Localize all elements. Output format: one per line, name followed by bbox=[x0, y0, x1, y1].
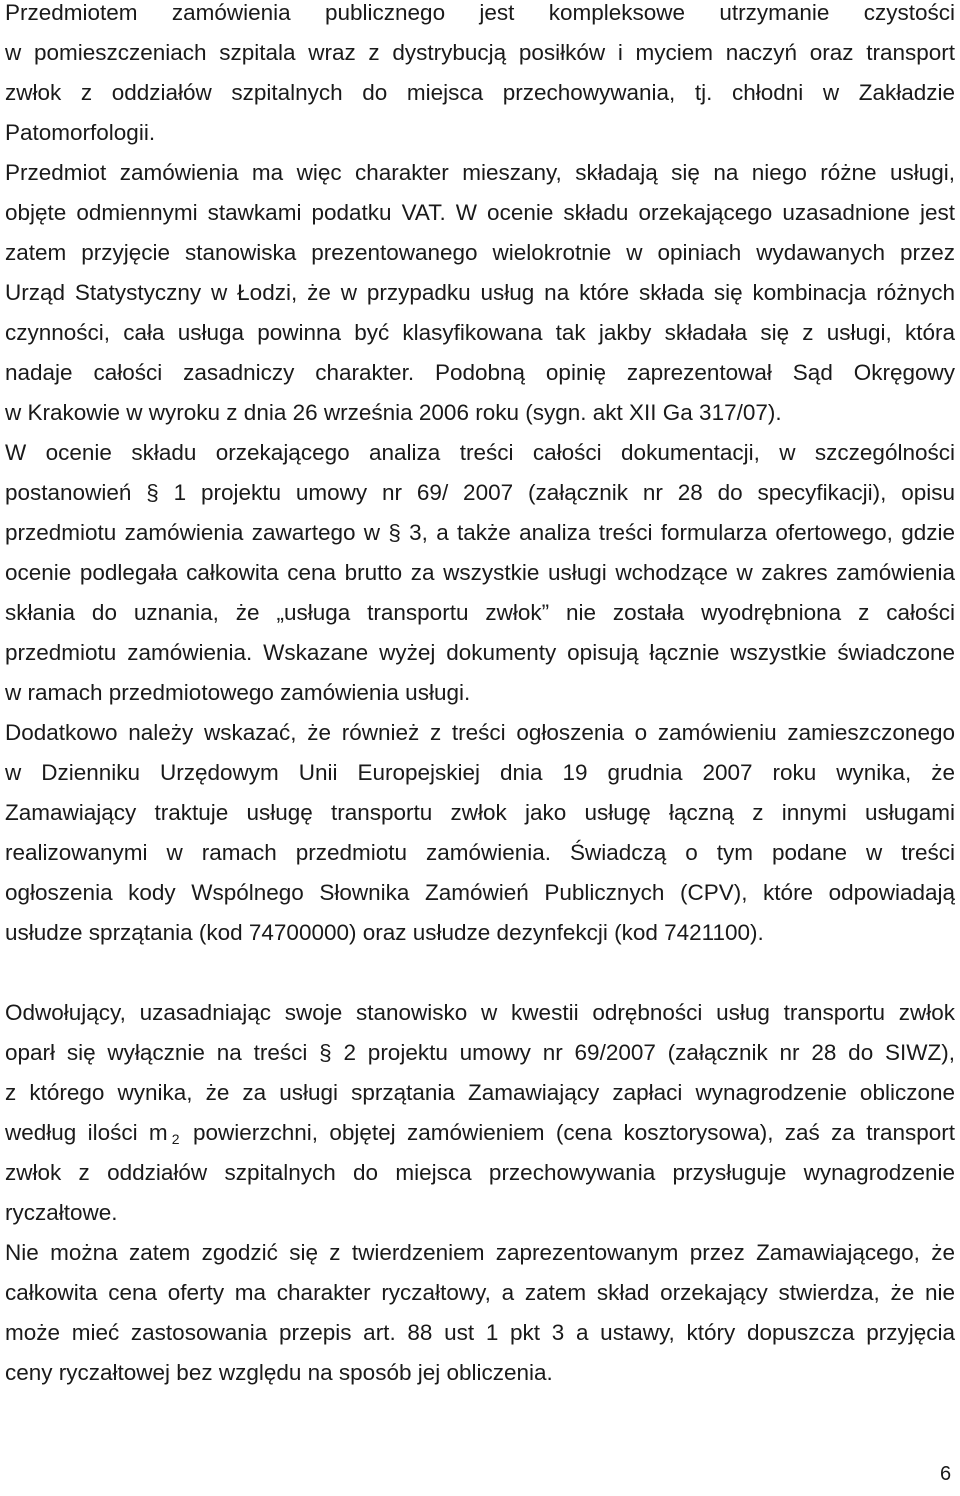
text-line: czynności, cała usługa powinna być klasyfikowana tak jakby składała się z usługi, która bbox=[5, 320, 955, 345]
text-line: z którego wynika, że za usługi sprzątania Zamawiający zapłaci wynagrodzenie obliczone bbox=[5, 1080, 955, 1105]
text-line: Zamawiający traktuje usługę transportu zwłok jako usługę łączną z innymi usługami bbox=[5, 800, 955, 825]
text-fragment: powierzchni, objętej zamówieniem (cena kosztorysowa), zaś za transport bbox=[193, 1120, 955, 1145]
text-line: zwłok z oddziałów szpitalnych do miejsca przechowywania, tj. chłodni w Zakładzie bbox=[5, 80, 955, 105]
text-line: nadaje całości zasadniczy charakter. Podobną opinię zaprezentował Sąd Okręgowy bbox=[5, 360, 955, 385]
text-line: ogłoszenia kody Wspólnego Słownika Zamówień Publicznych (CPV), które odpowiadają bbox=[5, 880, 955, 905]
text-line: zwłok z oddziałów szpitalnych do miejsca przechowywania przysługuje wynagrodzenie bbox=[5, 1160, 955, 1185]
text-line: całkowita cena oferty ma charakter ryczałtowy, a zatem skład orzekający stwierdza, że nie bbox=[5, 1280, 955, 1305]
text-line: postanowień § 1 projektu umowy nr 69/ 2007 (załącznik nr 28 do specyfikacji), opisu bbox=[5, 480, 955, 505]
text-line: przedmiotu zamówienia zawartego w § 3, a także analiza treści formularza ofertowego, gdzie bbox=[5, 520, 955, 545]
text-line: realizowanymi w ramach przedmiotu zamówienia. Świadczą o tym podane w treści bbox=[5, 840, 955, 865]
text-line: Nie można zatem zgodzić się z twierdzeniem zaprezentowanym przez Zamawiającego, że bbox=[5, 1240, 955, 1265]
text-line: ceny ryczałtowej bez względu na sposób jej obliczenia. bbox=[5, 1360, 553, 1385]
text-line: Urząd Statystyczny w Łodzi, że w przypadku usług na które składa się kombinacja różnych bbox=[5, 280, 955, 305]
text-line: usłudze sprzątania (kod 74700000) oraz usłudze dezynfekcji (kod 7421100). bbox=[5, 920, 764, 945]
text-line: objęte odmiennymi stawkami podatku VAT. W ocenie składu orzekającego uzasadnione jest bbox=[5, 200, 955, 225]
text-line: w ramach przedmiotowego zamówienia usługi. bbox=[5, 680, 471, 705]
text-line: Przedmiot zamówienia ma więc charakter mieszany, składają się na niego różne usługi, bbox=[5, 160, 955, 185]
text-line: oparł się wyłącznie na treści § 2 projektu umowy nr 69/2007 (załącznik nr 28 do SIWZ), bbox=[5, 1040, 955, 1065]
text-line: może mieć zastosowania przepis art. 88 ust 1 pkt 3 a ustawy, który dopuszcza przyjęcia bbox=[5, 1320, 955, 1345]
text-line-with-superscript bbox=[5, 1114, 955, 1152]
text-line: Patomorfologii. bbox=[5, 120, 156, 145]
text-line: zatem przyjęcie stanowiska prezentowanego wielokrotnie w opiniach wydawanych przez bbox=[5, 240, 955, 265]
text-line: Przedmiotem zamówienia publicznego jest kompleksowe utrzymanie czystości bbox=[5, 0, 955, 25]
text-line: Odwołujący, uzasadniając swoje stanowisko w kwestii odrębności usług transportu zwłok bbox=[5, 1000, 955, 1025]
text-line: w pomieszczeniach szpitala wraz z dystrybucją posiłków i myciem naczyń oraz transport bbox=[5, 40, 955, 65]
superscript: 2 bbox=[171, 1131, 180, 1147]
text-line: Dodatkowo należy wskazać, że również z treści ogłoszenia o zamówieniu zamieszczonego bbox=[5, 720, 955, 745]
text-line: skłania do uznania, że „usługa transportu zwłok” nie została wyodrębniona z całości bbox=[5, 600, 955, 625]
text-line: w Krakowie w wyroku z dnia 26 września 2006 roku (sygn. akt XII Ga 317/07). bbox=[5, 400, 782, 425]
text-line: przedmiotu zamówienia. Wskazane wyżej dokumenty opisują łącznie wszystkie świadczone bbox=[5, 640, 955, 665]
text-line: ryczałtowe. bbox=[5, 1200, 118, 1225]
text-line: ocenie podlegała całkowita cena brutto za wszystkie usługi wchodzące w zakres zamówienia bbox=[5, 560, 955, 585]
text-fragment: według ilości m bbox=[5, 1120, 168, 1145]
text-line: w Dzienniku Urzędowym Unii Europejskiej dnia 19 grudnia 2007 roku wynika, że bbox=[5, 760, 955, 785]
text-line: W ocenie składu orzekającego analiza treści całości dokumentacji, w szczególności bbox=[5, 440, 955, 465]
page-number: 6 bbox=[940, 1463, 952, 1485]
